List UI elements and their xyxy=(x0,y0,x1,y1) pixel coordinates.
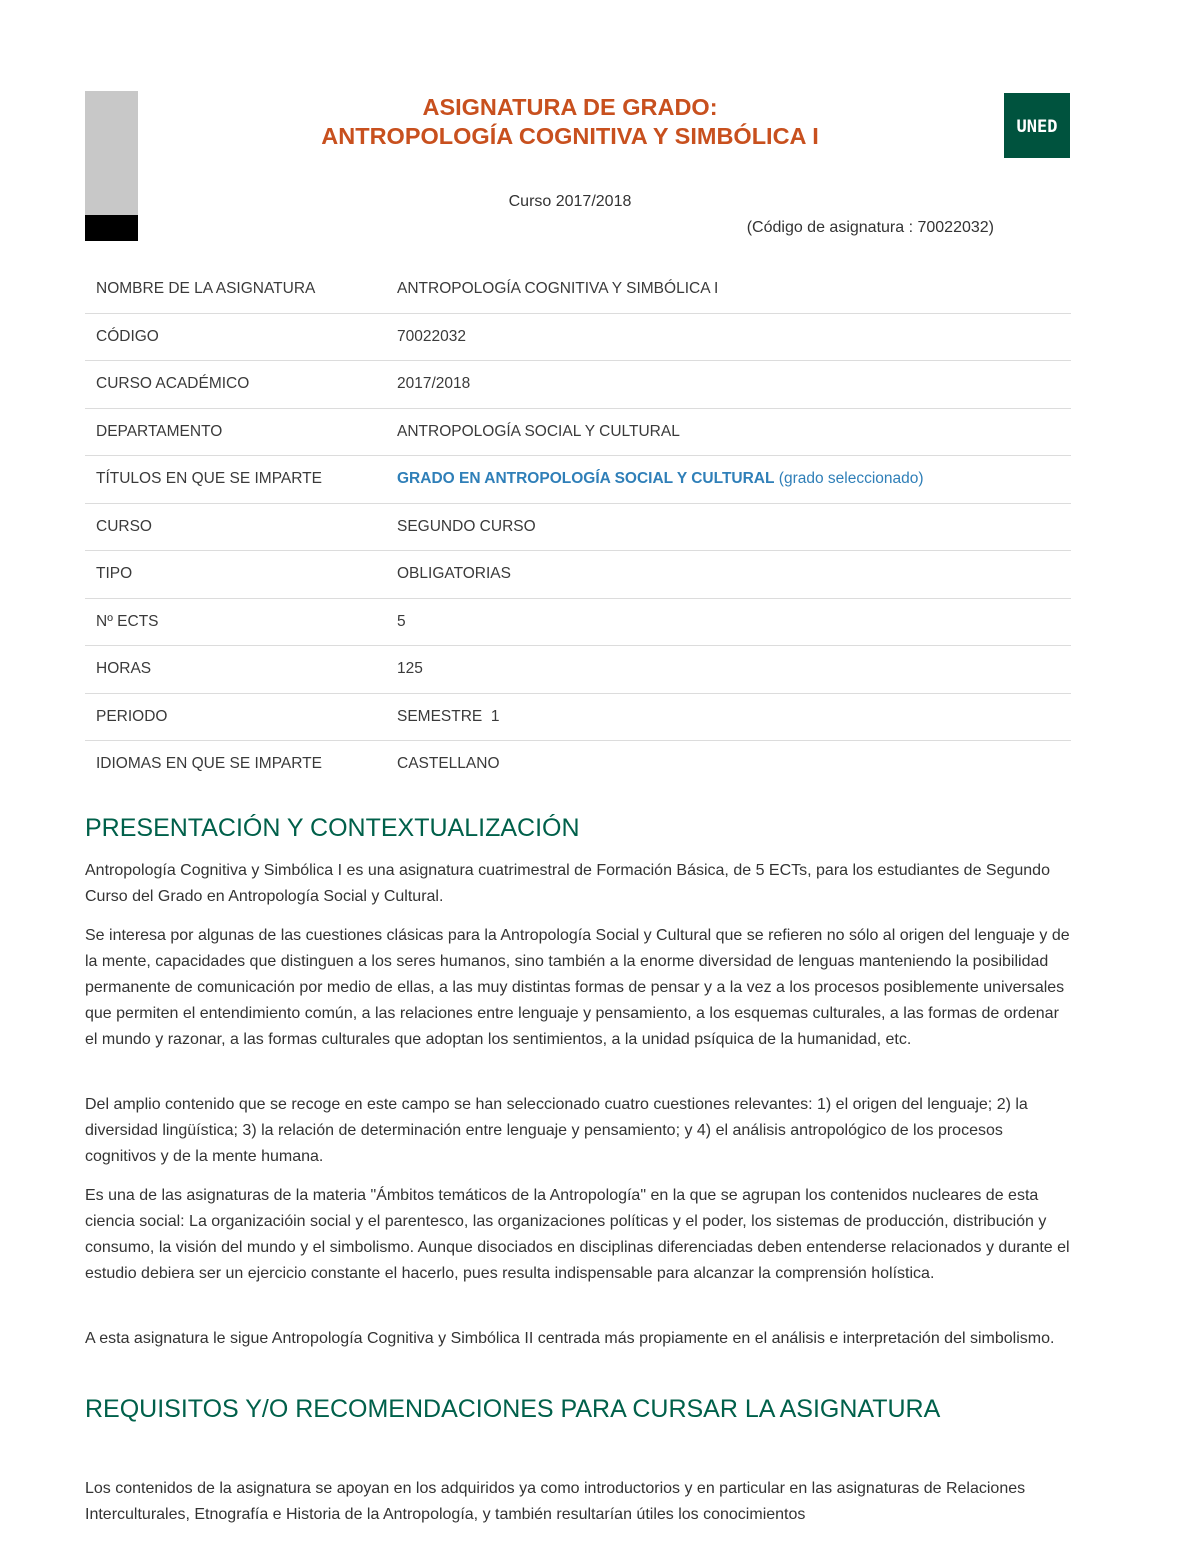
row-value: 70022032 xyxy=(386,313,1071,361)
degree-link[interactable]: GRADO EN ANTROPOLOGÍA SOCIAL Y CULTURAL xyxy=(397,470,775,488)
table-row xyxy=(85,266,1071,313)
row-label: TÍTULOS EN QUE SE IMPARTE xyxy=(85,456,386,504)
table-row xyxy=(85,456,1071,504)
subject-info-table xyxy=(85,266,1071,788)
row-value: 5 xyxy=(386,598,1071,646)
degree-selected-note: (grado seleccionado) xyxy=(778,470,924,488)
title-line-2: ANTROPOLOGÍA COGNITIVA Y SIMBÓLICA I xyxy=(321,123,819,149)
row-label: DEPARTAMENTO xyxy=(85,408,386,456)
table-row xyxy=(85,693,1071,741)
row-value: 125 xyxy=(386,646,1071,694)
row-value: CASTELLANO xyxy=(397,755,500,773)
table-row xyxy=(85,598,1071,646)
title-line-1: ASIGNATURA DE GRADO: xyxy=(422,94,718,120)
presentation-paragraph-2: Se interesa por algunas de las cuestiones clásicas para la Antropología Social y Cultural que se refieren no sólo al origen del lenguaje y de la mente, capacidades que distinguen a los seres humanos, sino también a la enorme diversidad de lenguas manteniendo la posibilidad permanente de comunicación por medio de ellas, a las muy distintas formas de pensar y a la vez a los procesos posiblemente universales que permiten el entendimiento común, a las relaciones entre lenguaje y pensamiento, a los esquemas culturales, a las formas de ordenar el mundo y razonar, a las formas culturales que adoptan los sentimientos, a la unidad psíquica de la humanidad, etc. xyxy=(85,927,1070,1048)
requirements-heading: REQUISITOS Y/O RECOMENDACIONES PARA CURSAR LA ASIGNATURA xyxy=(85,1395,941,1423)
uned-logo xyxy=(1004,93,1070,158)
row-value: SEMESTRE 1 xyxy=(386,693,1071,741)
table-row xyxy=(85,551,1071,599)
row-value: 2017/2018 xyxy=(386,361,1071,409)
uned-logo-icon xyxy=(1009,114,1065,138)
presentation-paragraph-4: Es una de las asignaturas de la materia "Ámbitos temáticos de la Antropología" en la que se agrupan los contenidos nucleares de esta ciencia social: La organizacióin social y el parentesco, las organizaciones políticas y el poder, los sistemas de producción, distribución y consumo, la visión del mundo y el simbolismo. Aunque disociados en disciplinas diferenciadas deben entenderse relacionados y durante el estudio debiera ser un ejercicio constante el hacerlo, pues resulta indispensable para alcanzar la comprensión holística. xyxy=(85,1187,1070,1282)
row-value: ANTROPOLOGÍA COGNITIVA Y SIMBÓLICA I xyxy=(386,266,1071,313)
table-row xyxy=(85,408,1071,456)
subject-code-line: (Código de asignatura : 70022032) xyxy=(746,219,994,236)
row-label: PERIODO xyxy=(85,693,386,741)
row-value: ANTROPOLOGÍA SOCIAL Y CULTURAL xyxy=(386,408,1071,456)
presentation-paragraph-5: A esta asignatura le sigue Antropología Cognitiva y Simbólica II centrada más propiamente en el análisis e interpretación del simbolismo. xyxy=(85,1330,1055,1347)
header-decoration-black-bar xyxy=(85,215,138,241)
requirements-paragraph-1: Los contenidos de la asignatura se apoyan en los adquiridos ya como introductorios y en particular en las asignaturas de Relaciones Interculturales, Etnografía e Historia de la Antropología, y también resultarían útiles los conocimientos xyxy=(85,1480,1026,1523)
row-label: TIPO xyxy=(85,551,386,599)
presentation-paragraph-3: Del amplio contenido que se recoge en este campo se han seleccionado cuatro cuestiones relevantes: 1) el origen del lenguaje; 2) la diversidad lingüística; 3) la relación de determinación entre lenguaje y pensamiento; y 4) el análisis antropológico de los procesos cognitivos y de la mente humana. xyxy=(85,1096,1028,1165)
table-row xyxy=(85,503,1071,551)
presentation-heading: PRESENTACIÓN Y CONTEXTUALIZACIÓN xyxy=(85,814,580,842)
table-row xyxy=(85,361,1071,409)
table-row xyxy=(85,646,1071,694)
logo-text: UNED xyxy=(1016,116,1058,137)
row-value: SEGUNDO CURSO xyxy=(386,503,1071,551)
row-label: CÓDIGO xyxy=(85,313,386,361)
table-row xyxy=(85,313,1071,361)
row-label: CURSO ACADÉMICO xyxy=(85,361,386,409)
page-title xyxy=(170,93,970,151)
presentation-paragraph-1: Antropología Cognitiva y Simbólica I es una asignatura cuatrimestral de Formación Básica, de 5 ECTs, para los estudiantes de Segundo Curso del Grado en Antropología Social y Cultural. xyxy=(85,862,1050,905)
header-decoration-grey-bar xyxy=(85,91,138,215)
row-label: CURSO xyxy=(85,503,386,551)
row-value: OBLIGATORIAS xyxy=(386,551,1071,599)
row-value xyxy=(386,456,1071,504)
row-label: NOMBRE DE LA ASIGNATURA xyxy=(85,266,386,313)
course-year: Curso 2017/2018 xyxy=(508,193,632,210)
row-label: Nº ECTS xyxy=(85,598,386,646)
table-row xyxy=(85,741,1071,788)
row-label: IDIOMAS EN QUE SE IMPARTE xyxy=(96,755,322,773)
row-label: HORAS xyxy=(85,646,386,694)
